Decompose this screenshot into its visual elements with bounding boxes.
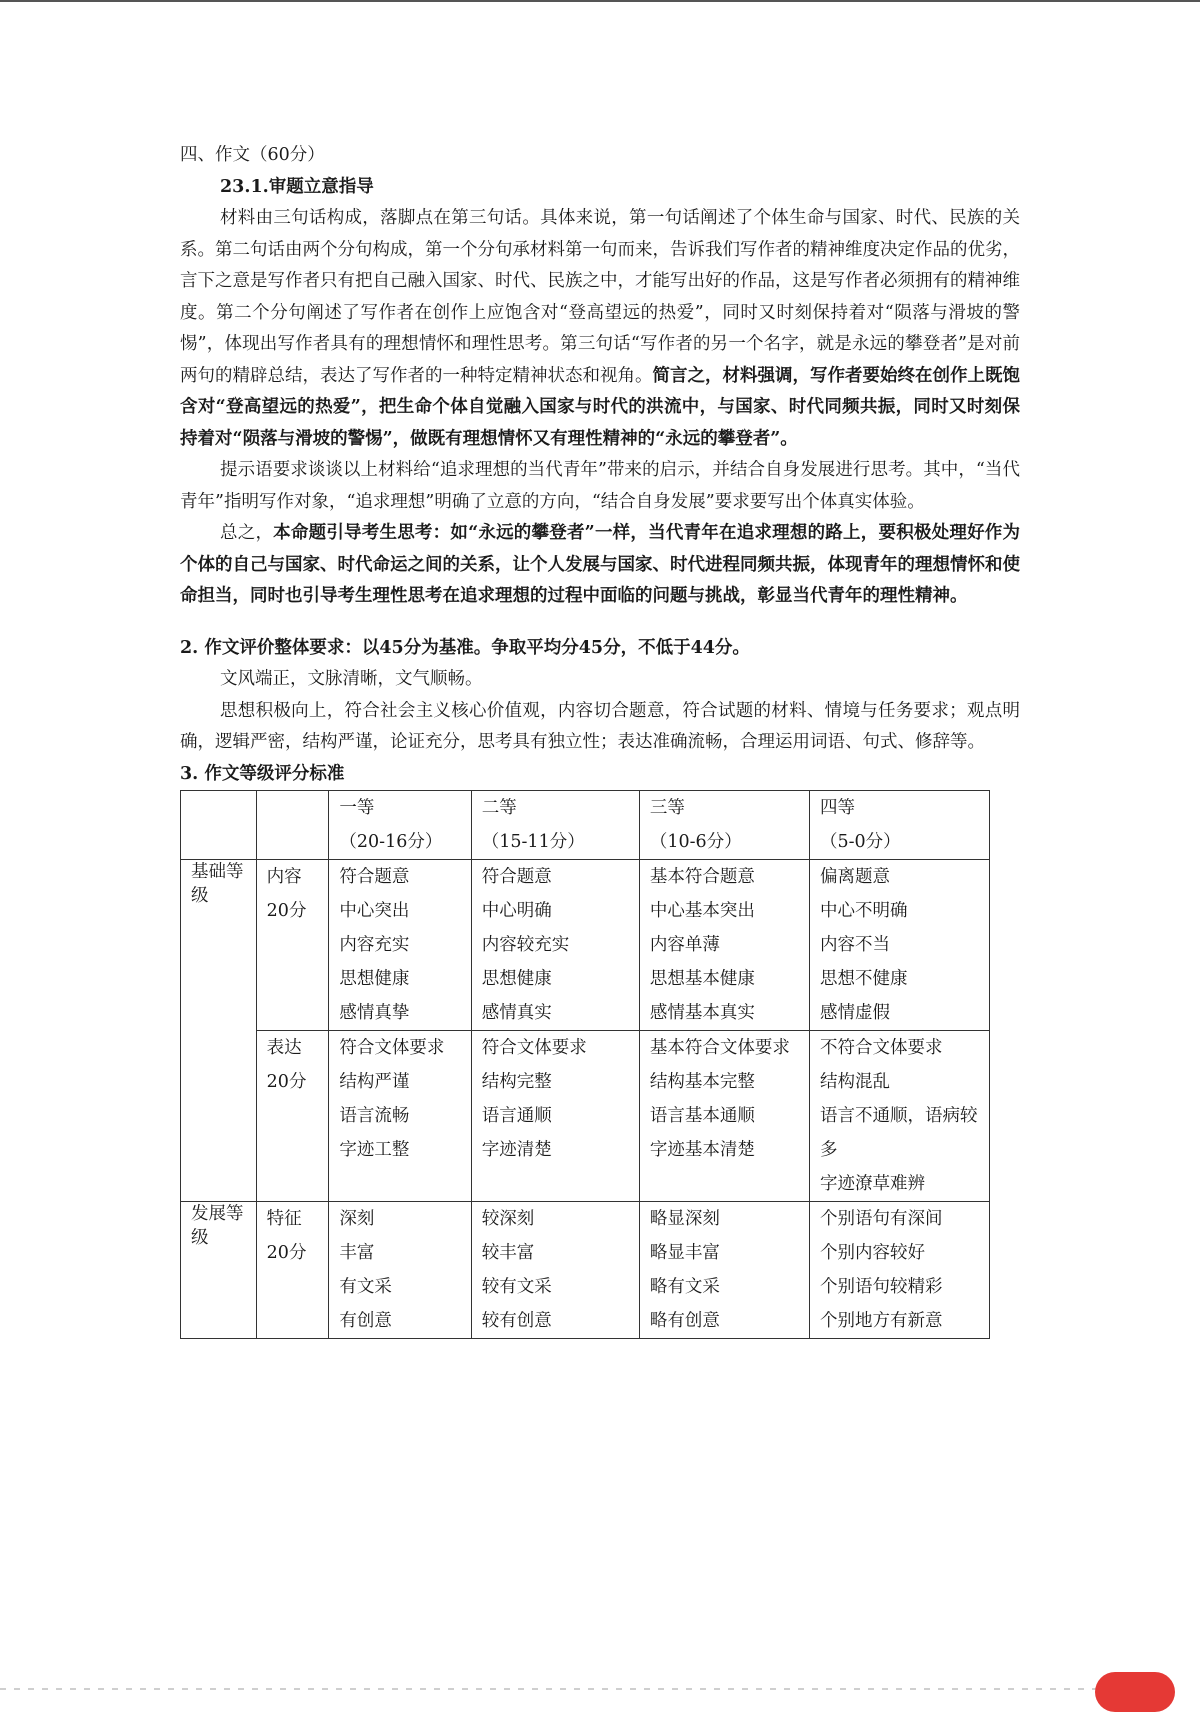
criterion: 思想不健康 — [819, 969, 908, 989]
bottom-dotted-line — [0, 1688, 1100, 1690]
header-grade-range: （15-11分） — [481, 832, 585, 852]
expression-grade-1 — [329, 1031, 471, 1202]
criterion: 字迹基本清楚 — [649, 1140, 755, 1160]
criterion: 个别内容较好 — [819, 1243, 925, 1263]
feature-grade-1 — [329, 1202, 471, 1339]
criterion: 语言流畅 — [339, 1106, 410, 1126]
content-grade-3 — [639, 860, 809, 1031]
criterion: 较有文采 — [481, 1277, 552, 1297]
criterion: 略有创意 — [649, 1311, 720, 1331]
criterion: 语言通顺 — [481, 1106, 552, 1126]
criterion: 语言基本通顺 — [649, 1106, 755, 1126]
table-corner-cell-2 — [256, 791, 329, 860]
expression-grade-3 — [639, 1031, 809, 1202]
criterion: 有创意 — [339, 1311, 392, 1331]
paragraph-2: 提示语要求谈谈以上材料给“追求理想的当代青年”带来的启示，并结合自身发展进行思考。其中，“当代青年”指明写作对象，“追求理想”明确了立意的方向，“结合自身发展”要求要写出个体真实体验。 — [180, 460, 1020, 512]
paragraph-3-bold: 本命题引导考生思考：如“永远的攀登者”一样，当代青年在追求理想的路上，要积极处理好作为个体的自己与国家、时代命运之间的关系，让个人发展与国家、时代进程同频共振，体现青年的理想情怀和使命担当，同时也引导考生理性思考在追求理想的过程中面临的问题与挑战，彰显当代青年的理性精神。 — [180, 523, 1021, 606]
header-grade-range: （5-0分） — [819, 832, 901, 852]
header-grade-1 — [329, 791, 471, 860]
criterion: 符合文体要求 — [339, 1038, 445, 1058]
header-grade-2 — [471, 791, 639, 860]
criterion: 较有创意 — [481, 1311, 552, 1331]
criterion: 思想健康 — [339, 969, 410, 989]
feature-grade-4 — [809, 1202, 989, 1339]
criterion: 较丰富 — [481, 1243, 535, 1263]
criterion: 基本符合题意 — [649, 867, 755, 887]
criterion: 思想基本健康 — [649, 969, 755, 989]
table-title: 3. 作文等级评分标准 — [180, 763, 345, 784]
header-grade-label: 二等 — [481, 798, 517, 818]
expression-grade-2 — [471, 1031, 639, 1202]
header-grade-label: 三等 — [649, 798, 685, 818]
criterion: 结构完整 — [481, 1072, 552, 1092]
table-row-feature — [181, 1202, 990, 1339]
criterion: 中心不明确 — [819, 901, 908, 921]
requirements-line-2: 思想积极向上，符合社会主义核心价值观，内容切合题意，符合试题的材料、情境与任务要求；观点明确，逻辑严密，结构严谨，论证充分，思考具有独立性；表达准确流畅，合理运用词语、句式、修辞等。 — [180, 700, 1020, 752]
criterion: 内容较充实 — [481, 935, 570, 955]
expression-grade-4 — [809, 1031, 989, 1202]
row-score: 20分 — [266, 901, 307, 921]
development-level-label: 发展等级 — [181, 1202, 257, 1339]
header-grade-4 — [809, 791, 989, 860]
content-grade-4 — [809, 860, 989, 1031]
basic-level-label: 基础等级 — [181, 860, 257, 1202]
header-grade-label: 四等 — [819, 798, 855, 818]
criterion: 不符合文体要求 — [819, 1038, 943, 1058]
paragraph-3 — [180, 518, 1020, 613]
feature-grade-2 — [471, 1202, 639, 1339]
criterion: 个别地方有新意 — [819, 1311, 943, 1331]
criterion: 感情真挚 — [339, 1003, 410, 1023]
criterion: 内容不当 — [819, 935, 890, 955]
content-grade-2 — [471, 860, 639, 1031]
criterion: 个别语句较精彩 — [819, 1277, 943, 1297]
criterion: 个别语句有深间 — [819, 1209, 943, 1229]
criterion: 略显深刻 — [649, 1209, 720, 1229]
document-page — [180, 140, 1020, 1339]
criterion: 结构混乱 — [819, 1072, 890, 1092]
content-label-cell — [256, 860, 329, 1031]
grading-table — [180, 790, 990, 1339]
header-grade-range: （10-6分） — [649, 832, 742, 852]
criterion: 内容充实 — [339, 935, 410, 955]
row-score: 20分 — [266, 1072, 307, 1092]
paragraph-1-bold: 简言之，材料强调，写作者要始终在创作上既饱含对“登高望远的热爱”，把生命个体自觉融入国家与时代的洪流中，与国家、时代同频共振，同时又时刻保持着对“陨落与滑坡的警惕”，做既有理想情怀又有理性精神的“永远的攀登者”。 — [180, 365, 1020, 449]
feature-label-cell — [256, 1202, 329, 1339]
criterion: 略显丰富 — [649, 1243, 720, 1263]
criterion: 结构基本完整 — [649, 1072, 755, 1092]
criterion: 丰富 — [339, 1243, 375, 1263]
criterion: 感情基本真实 — [649, 1003, 755, 1023]
row-label: 特征 — [266, 1209, 302, 1229]
criterion: 内容单薄 — [649, 935, 720, 955]
paragraph-3-lead: 总之， — [220, 523, 274, 543]
header-grade-label: 一等 — [339, 798, 375, 818]
feature-grade-3 — [639, 1202, 809, 1339]
criterion: 略有文采 — [649, 1277, 720, 1297]
criterion: 较深刻 — [481, 1209, 535, 1229]
header-grade-3 — [639, 791, 809, 860]
row-label: 表达 — [266, 1038, 302, 1058]
criterion: 有文采 — [339, 1277, 392, 1297]
top-border-line — [0, 0, 1200, 2]
criterion: 感情真实 — [481, 1003, 552, 1023]
table-corner-cell — [181, 791, 257, 860]
criterion: 基本符合文体要求 — [649, 1038, 790, 1058]
table-row-expression — [181, 1031, 990, 1202]
criterion: 偏离题意 — [819, 867, 890, 887]
expression-label-cell — [256, 1031, 329, 1202]
criterion: 中心基本突出 — [649, 901, 755, 921]
sub-title: 23.1.审题立意指导 — [220, 176, 374, 197]
paragraph-1 — [180, 203, 1020, 455]
criterion: 中心明确 — [481, 901, 552, 921]
table-row-content — [181, 860, 990, 1031]
criterion: 思想健康 — [481, 969, 552, 989]
header-grade-range: （20-16分） — [339, 832, 443, 852]
table-header-row — [181, 791, 990, 860]
requirements-line-1: 文风端正，文脉清晰，文气顺畅。 — [220, 669, 483, 689]
criterion: 字迹潦草难辨 — [819, 1174, 925, 1194]
paragraph-1-text: 材料由三句话构成，落脚点在第三句话。具体来说，第一句话阐述了个体生命与国家、时代、民族的关系。第二句话由两个分句构成，第一个分句承材料第一句而来，告诉我们写作者的精神维度决定作品的优劣，言下之意是写作者只有把自己融入国家、时代、民族之中，才能写出好的作品，这是写作者必须拥有的精神维度。第二个分句阐述了写作者在创作上应饱含对“登高望远的热爱”，同时又时刻保持着对“陨落与滑坡的警惕”，体现出写作者具有的理想情怀和理性思考。第三句话“写作者的另一个名字，就是永远的攀登者”是对前两句的精辟总结，表达了写作者的一种特定精神状态和视角。 — [180, 208, 1020, 386]
row-label: 内容 — [266, 867, 302, 887]
criterion: 字迹清楚 — [481, 1140, 552, 1160]
red-badge-button[interactable] — [1095, 1672, 1175, 1712]
criterion: 感情虚假 — [819, 1003, 890, 1023]
criterion: 符合题意 — [481, 867, 552, 887]
criterion: 深刻 — [339, 1209, 375, 1229]
section-title: 四、作文（60分） — [180, 145, 325, 165]
requirements-title: 2. 作文评价整体要求：以45分为基准。争取平均分45分，不低于44分。 — [180, 637, 750, 658]
criterion: 字迹工整 — [339, 1140, 410, 1160]
criterion: 符合题意 — [339, 867, 410, 887]
row-score: 20分 — [266, 1243, 307, 1263]
content-grade-1 — [329, 860, 471, 1031]
criterion: 中心突出 — [339, 901, 410, 921]
criterion: 结构严谨 — [339, 1072, 410, 1092]
spacer — [180, 613, 1020, 633]
criterion: 符合文体要求 — [481, 1038, 587, 1058]
criterion: 语言不通顺，语病较多 — [819, 1106, 978, 1160]
